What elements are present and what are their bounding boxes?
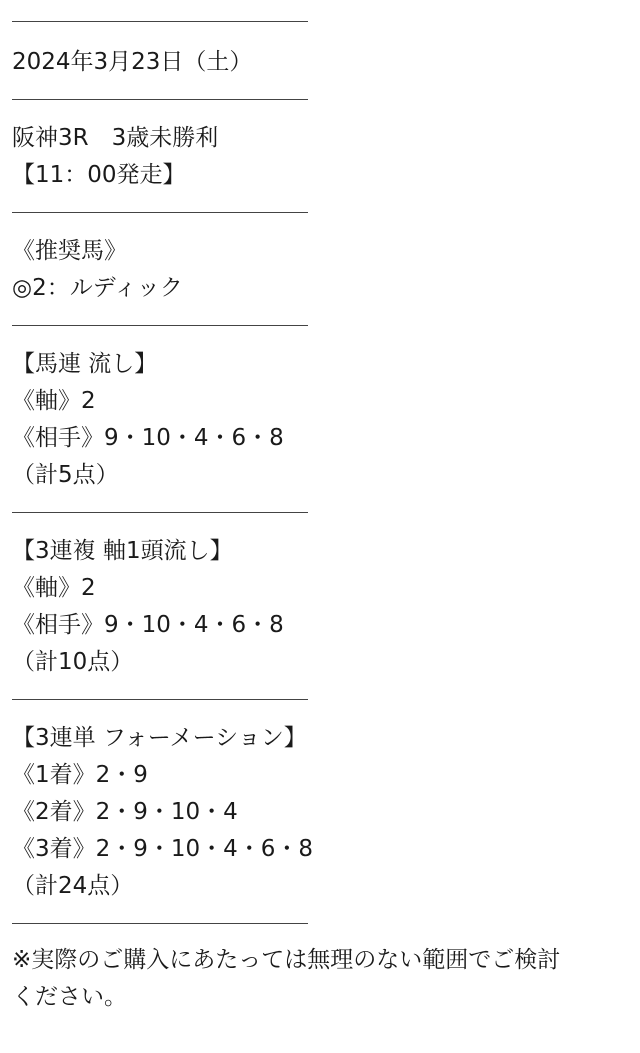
race-name: 阪神3R 3歳未勝利: [12, 125, 219, 151]
sanrenpuku-heading: 【3連複 軸1頭流し】: [12, 538, 233, 564]
note-line-2: ください。: [12, 984, 127, 1010]
umaren-partners: 《相手》9・10・4・6・8: [12, 425, 284, 451]
note-line-1: ※実際のご購入にあたっては無理のない範囲でご検討: [12, 947, 561, 973]
recommended-horse: ◎2：ルディック: [12, 275, 183, 301]
sanrentan-third: 《3着》2・9・10・4・6・8: [12, 836, 314, 862]
sanrenpuku-partners: 《相手》9・10・4・6・8: [12, 612, 284, 638]
umaren-heading: 【馬連 流し】: [12, 351, 158, 377]
race-start-time: 【11：00発走】: [12, 162, 186, 188]
sanrenpuku-section: [12, 533, 628, 681]
umaren-axis: 《軸》2: [12, 388, 96, 414]
race-date: 2024年3月23日（土）: [12, 49, 253, 75]
umaren-section: [12, 346, 628, 494]
umaren-total: （計5点）: [12, 462, 119, 488]
sanrentan-section: [12, 720, 628, 905]
sanrentan-first: 《1着》2・9: [12, 762, 148, 788]
sanrentan-second: 《2着》2・9・10・4: [12, 799, 238, 825]
recommended-horse-section: [12, 233, 628, 307]
sanrenpuku-total: （計10点）: [12, 649, 134, 675]
sanrentan-heading: 【3連単 フォーメーション】: [12, 725, 307, 751]
race-info: [12, 120, 628, 194]
sanrenpuku-axis: 《軸》2: [12, 575, 96, 601]
sanrentan-total: （計24点）: [12, 873, 134, 899]
disclaimer-note: [12, 942, 628, 1016]
recommended-heading: 《推奨馬》: [12, 238, 127, 264]
